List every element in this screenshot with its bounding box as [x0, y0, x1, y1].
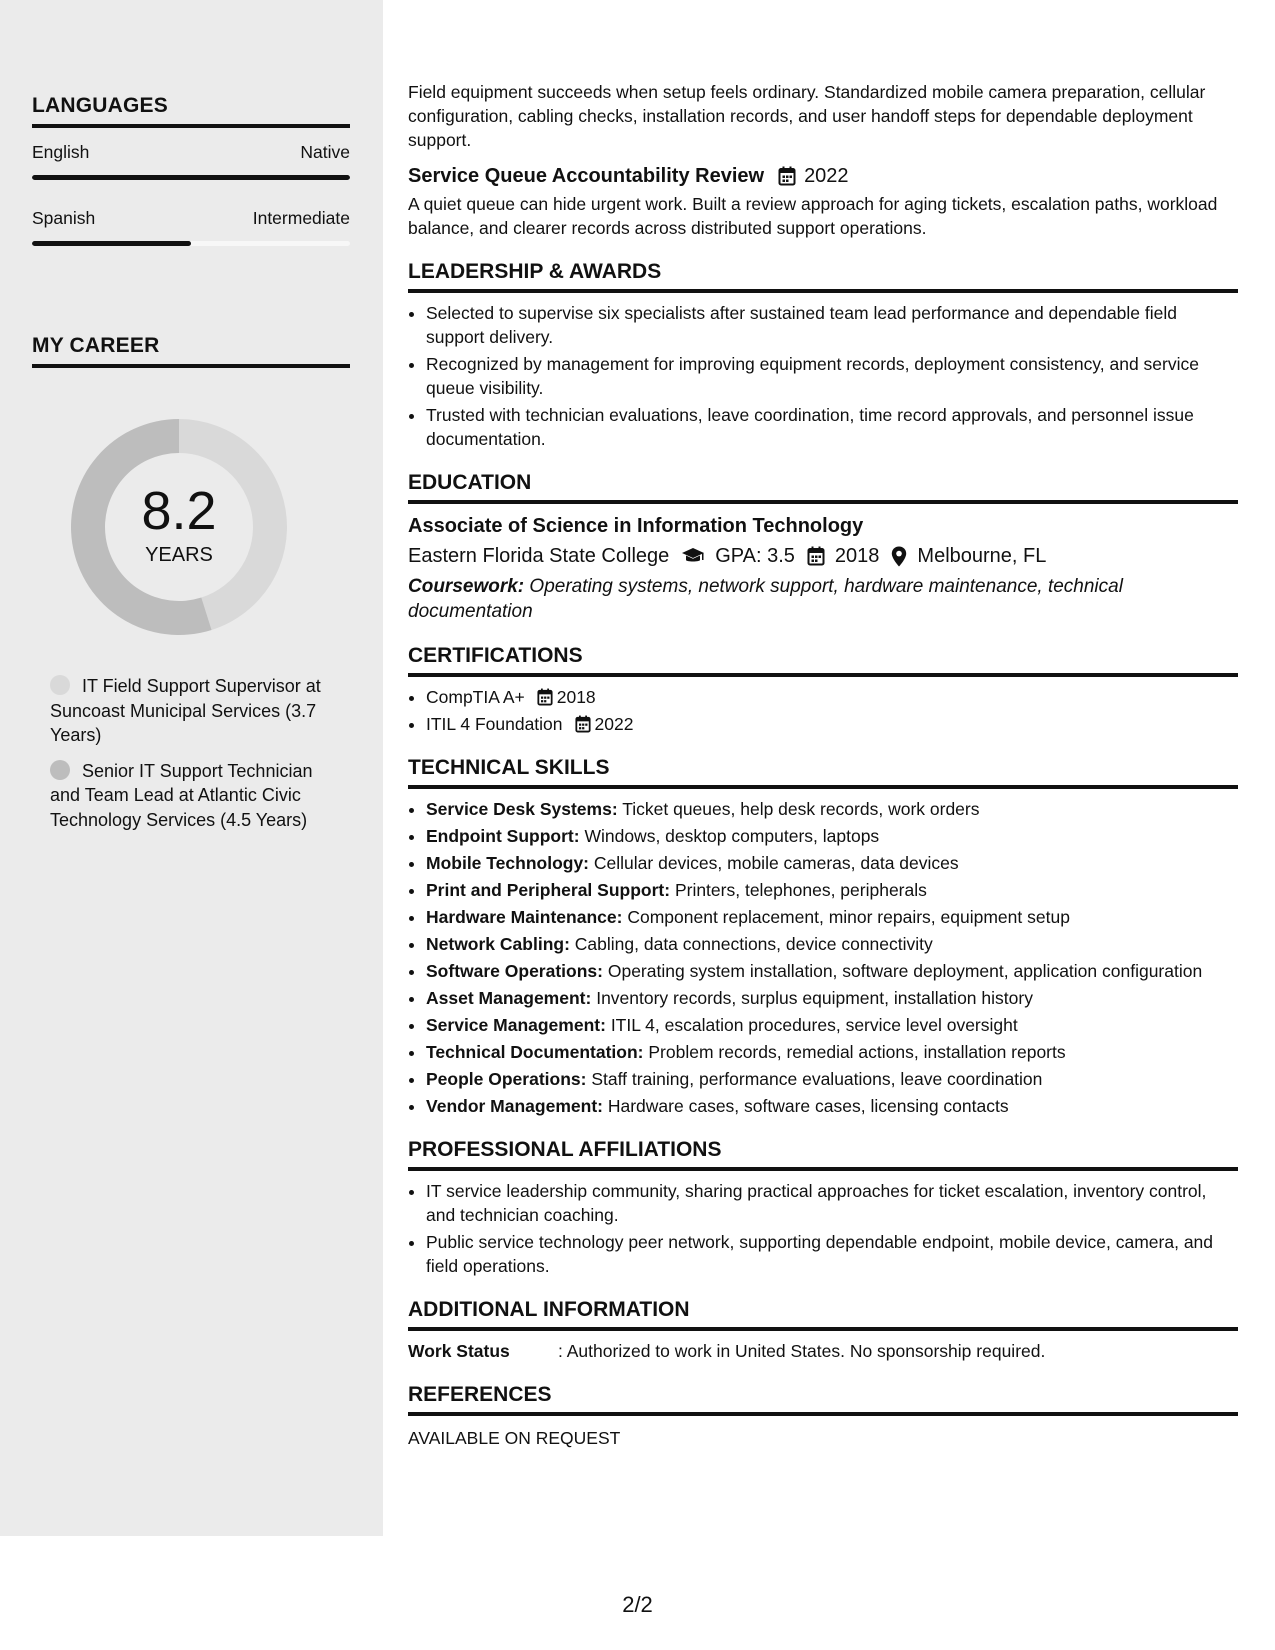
career-role-text: IT Field Support Supervisor at Suncoast Municipal Services (3.7 Years) — [50, 676, 321, 745]
work-status-label: Work Status — [408, 1341, 510, 1361]
additional-info-heading: ADDITIONAL INFORMATION — [408, 1298, 1238, 1331]
skill-value: Cabling, data connections, device connectivity — [574, 934, 933, 954]
language-proficiency-fill — [32, 175, 350, 180]
project-title-row — [408, 164, 1238, 188]
skill-value: Inventory records, surplus equipment, installation history — [596, 988, 1033, 1008]
project-title: Service Queue Accountability Review — [408, 165, 765, 187]
certifications-list — [408, 685, 1238, 736]
list-item — [426, 712, 1238, 736]
calendar-icon — [537, 688, 553, 706]
languages-section — [32, 94, 350, 246]
skill-label: Service Management: — [426, 1015, 606, 1035]
skill-value: Hardware cases, software cases, licensing contacts — [607, 1096, 1009, 1116]
list-item — [426, 1013, 1238, 1037]
language-item — [32, 142, 350, 180]
skill-value: Staff training, performance evaluations, leave coordination — [591, 1069, 1043, 1089]
legend-dot — [50, 675, 70, 695]
sidebar — [0, 0, 383, 1536]
list-item: • Selected to supervise six specialists after sustained team lead performance and dependable field support delivery. — [426, 301, 1238, 349]
references-text: AVAILABLE ON REQUEST — [408, 1428, 621, 1448]
career-section — [32, 334, 350, 368]
list-item — [426, 932, 1238, 956]
skill-label: Service Desk Systems: — [426, 799, 618, 819]
skill-label: Software Operations: — [426, 961, 603, 981]
education-degree: Associate of Science in Information Technology — [408, 515, 864, 537]
language-proficiency-fill — [32, 241, 191, 246]
skill-value: Printers, telephones, peripherals — [674, 880, 927, 900]
skill-label: Print and Peripheral Support: — [426, 880, 671, 900]
career-role-text: Senior IT Support Technician and Team Lead at Atlantic Civic Technology Services (4.5 Years) — [50, 760, 313, 830]
list-item: • Recognized by management for improving equipment records, deployment consistency, and service queue visibility. — [426, 352, 1238, 400]
language-level: Native — [300, 142, 350, 162]
language-proficiency-bar — [32, 241, 350, 246]
education-year: 2018 — [834, 545, 880, 567]
list-item: • Trusted with technician evaluations, leave coordination, time record approvals, and personnel issue documentation. — [426, 403, 1238, 451]
career-donut-chart — [66, 414, 292, 640]
career-total-years: 8.2 — [141, 480, 217, 541]
leadership-heading: LEADERSHIP & AWARDS — [408, 260, 1238, 293]
list-item — [426, 1067, 1238, 1091]
skill-value: Problem records, remedial actions, installation reports — [648, 1042, 1066, 1062]
education-coursework — [408, 574, 1238, 624]
work-status-row — [408, 1339, 1238, 1363]
certifications-heading: CERTIFICATIONS — [408, 644, 1238, 677]
list-item — [426, 685, 1238, 709]
calendar-icon — [575, 715, 591, 733]
list-item: • IT service leadership community, sharing practical approaches for ticket escalation, inventory control, and technician coaching. — [426, 1179, 1238, 1227]
list-item — [426, 797, 1238, 821]
skill-value: Operating system installation, software deployment, application configuration — [607, 961, 1203, 981]
list-item — [426, 824, 1238, 848]
language-proficiency-bar — [32, 175, 350, 180]
languages-heading: LANGUAGES — [32, 94, 350, 128]
language-name: English — [32, 142, 90, 162]
coursework-label: Coursework: — [408, 576, 525, 597]
work-status-value: : Authorized to work in United States. No sponsorship required. — [558, 1341, 1046, 1361]
skill-value: Component replacement, minor repairs, equipment setup — [627, 907, 1070, 927]
language-item — [32, 208, 350, 246]
location-pin-icon — [891, 546, 907, 567]
skill-label: Vendor Management: — [426, 1096, 603, 1116]
cert-name: • CompTIA A+ — [426, 687, 525, 707]
language-level: Intermediate — [252, 208, 350, 228]
skills-heading: TECHNICAL SKILLS — [408, 756, 1238, 789]
intro-paragraph: Field equipment succeeds when setup feels ordinary. Standardized mobile camera preparation, cellular configuration, cabling checks, installation records, and user handoff steps for dependable deployment support. — [408, 82, 1206, 150]
list-item — [426, 905, 1238, 929]
career-heading: MY CAREER — [32, 334, 350, 368]
list-item — [426, 851, 1238, 875]
legend-dot — [50, 760, 70, 780]
page-number: 2/2 — [622, 1592, 653, 1617]
career-role-item — [50, 759, 340, 833]
references-heading: REFERENCES — [408, 1383, 1238, 1416]
skill-label: Mobile Technology: — [426, 853, 590, 873]
career-years-unit: YEARS — [145, 543, 213, 566]
main-content — [408, 80, 1238, 1450]
cert-name: • ITIL 4 Foundation — [426, 714, 563, 734]
education-gpa: GPA: 3.5 — [715, 545, 795, 567]
skill-label: Network Cabling: — [426, 934, 570, 954]
leadership-list — [408, 301, 1238, 451]
education-heading: EDUCATION — [408, 471, 1238, 504]
cert-year: 2022 — [594, 714, 634, 734]
project-description: A quiet queue can hide urgent work. Built a review approach for aging tickets, escalation paths, workload balance, and clearer records across distributed support operations. — [408, 194, 1218, 238]
career-role-item — [50, 674, 340, 748]
list-item — [426, 1040, 1238, 1064]
skill-value: Windows, desktop computers, laptops — [584, 826, 880, 846]
skill-label: Technical Documentation: — [426, 1042, 644, 1062]
graduation-cap-icon — [681, 547, 705, 565]
cert-year: 2018 — [556, 687, 596, 707]
list-item — [426, 959, 1238, 983]
education-details — [408, 544, 1238, 568]
list-item — [426, 986, 1238, 1010]
project-year: 2022 — [804, 165, 849, 187]
affiliations-list — [408, 1179, 1238, 1278]
coursework-text: Operating systems, network support, hardware maintenance, technical documentation — [408, 576, 1123, 622]
calendar-icon — [778, 166, 796, 186]
calendar-icon — [807, 546, 825, 566]
skill-label: Asset Management: — [426, 988, 592, 1008]
education-location: Melbourne, FL — [917, 545, 1047, 567]
skill-value: Ticket queues, help desk records, work orders — [622, 799, 980, 819]
list-item — [426, 878, 1238, 902]
skill-label: Hardware Maintenance: — [426, 907, 623, 927]
career-legend — [50, 674, 340, 843]
skill-label: Endpoint Support: — [426, 826, 580, 846]
skills-list — [408, 797, 1238, 1118]
education-school: Eastern Florida State College — [408, 545, 670, 567]
list-item: • Public service technology peer network, supporting dependable endpoint, mobile device, camera, and field operations. — [426, 1230, 1238, 1278]
language-name: Spanish — [32, 208, 96, 228]
list-item — [426, 1094, 1238, 1118]
affiliations-heading: PROFESSIONAL AFFILIATIONS — [408, 1138, 1238, 1171]
skill-value: ITIL 4, escalation procedures, service level oversight — [610, 1015, 1018, 1035]
skill-value: Cellular devices, mobile cameras, data devices — [593, 853, 959, 873]
skill-label: People Operations: — [426, 1069, 587, 1089]
